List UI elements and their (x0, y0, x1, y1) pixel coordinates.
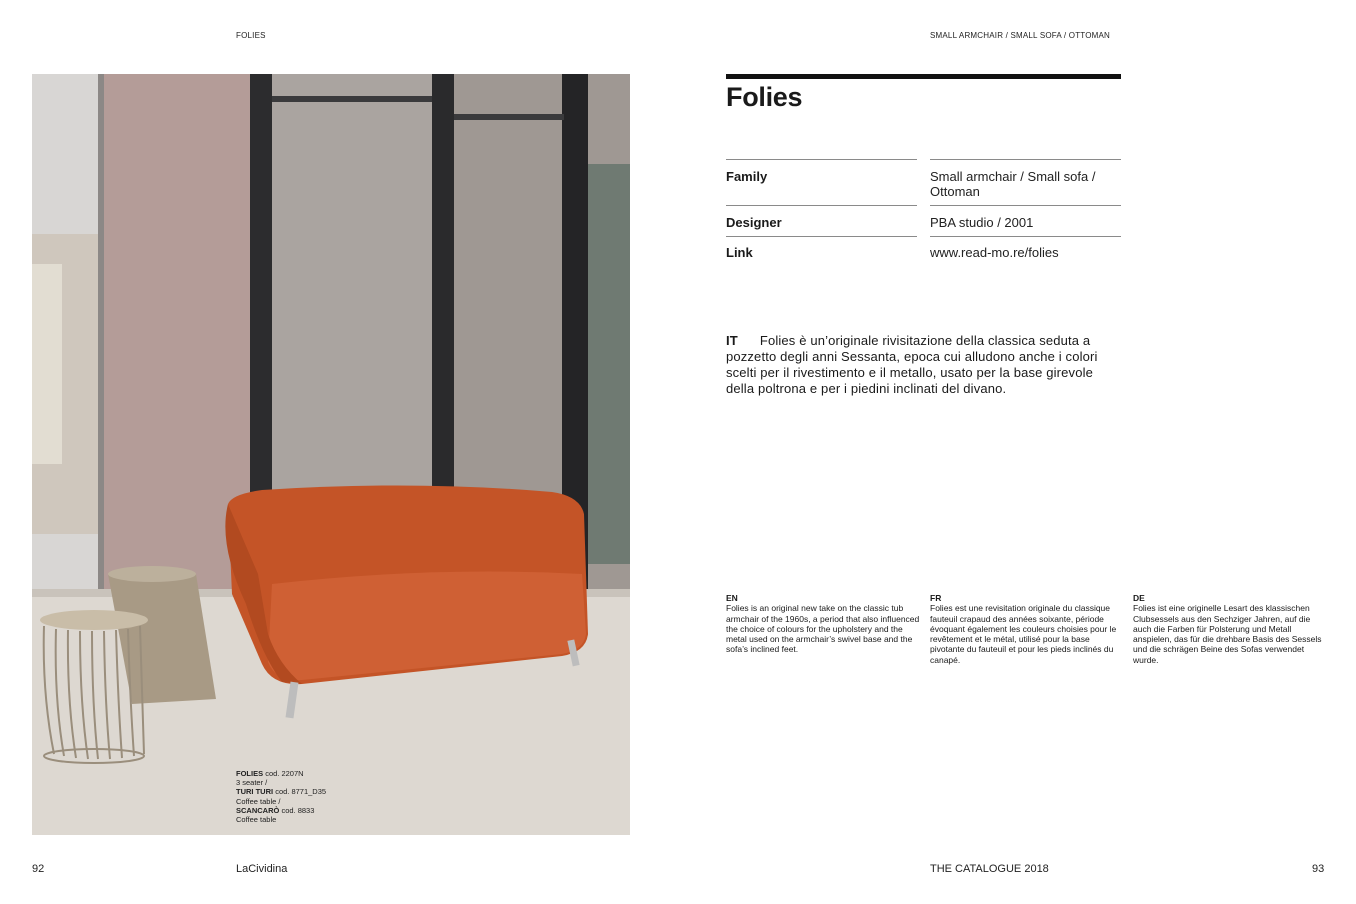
description-en (726, 593, 921, 655)
photo-caption (236, 769, 326, 824)
spec-divider (726, 205, 917, 206)
spec-divider (930, 236, 1121, 237)
spec-value-family: Small armchair / Small sofa / Ottoman (930, 169, 1096, 199)
title-bar (726, 74, 1121, 79)
description-it-text: Folies è un’originale rivisitazione della classica seduta a pozzetto degli anni Sessanta, epoca cui alludono anche i colori scelti per il rivestimento e il metallo, usato per la base girevole della poltrona e per i piedini inclinati del divano. (726, 333, 1098, 396)
spec-value-designer: PBA studio / 2001 (930, 215, 1034, 230)
caption-line: TURI TURI cod. 8771_D35 (236, 787, 327, 797)
lang-label-fr: FR (930, 593, 942, 603)
spec-divider (726, 236, 917, 237)
page-number-left: 92 (32, 863, 45, 875)
spec-divider (930, 159, 1121, 160)
running-head-right: SMALL ARMCHAIR / SMALL SOFA / OTTOMAN (930, 31, 1111, 40)
catalogue-title: THE CATALOGUE 2018 (930, 863, 1049, 875)
caption-line: Coffee table / (236, 796, 281, 806)
caption-line: Coffee table (236, 815, 277, 825)
product-photo (32, 74, 630, 835)
description-en-text: Folies is an original new take on the classic tub armchair of the 1960s, a period that also influenced the choice of colours for the upholstery and the metal used on the armchair’s swivel base and the sofa’s inclined feet. (726, 603, 920, 655)
spec-label-designer: Designer (726, 215, 782, 230)
lang-label-de: DE (1133, 593, 1145, 603)
spec-value-link[interactable]: www.read-mo.re/folies (930, 245, 1059, 260)
brand-name: LaCividina (236, 863, 288, 875)
description-fr (930, 593, 1125, 665)
spec-label-family: Family (726, 169, 768, 184)
description-fr-text: Folies est une revisitation originale du classique fauteuil crapaud des années soixante, période évoquant également les couleurs choisies pour le revêtement et le métal, utilisé pour la base pivotante du fauteuil et pour les pieds inclinés du canapé. (930, 603, 1117, 665)
running-head-left: FOLIES (236, 31, 266, 40)
photo-scene (32, 74, 630, 835)
description-de-text: Folies ist eine originelle Lesart des klassischen Clubsessels aus den Sechziger Jahren, auf die auch die Farben für Polsterung und Metall anspielen, das für die drehbare Basis des Sessels und die schrägen Beine des Sofas verwendet wurde. (1133, 603, 1322, 665)
description-de (1133, 593, 1328, 665)
product-title: Folies (726, 82, 803, 112)
spec-divider (726, 159, 917, 160)
caption-line: 3 seater / (236, 778, 268, 788)
spec-divider (930, 205, 1121, 206)
lang-label-en: EN (726, 593, 738, 603)
page-number-right: 93 (1312, 863, 1325, 875)
caption-line: SCANCARÒ cod. 8833 (236, 805, 315, 815)
lang-label-it: IT (726, 333, 738, 348)
caption-line: FOLIES cod. 2207N (236, 769, 304, 778)
description-it (726, 333, 1121, 397)
spec-label-link: Link (726, 245, 753, 260)
